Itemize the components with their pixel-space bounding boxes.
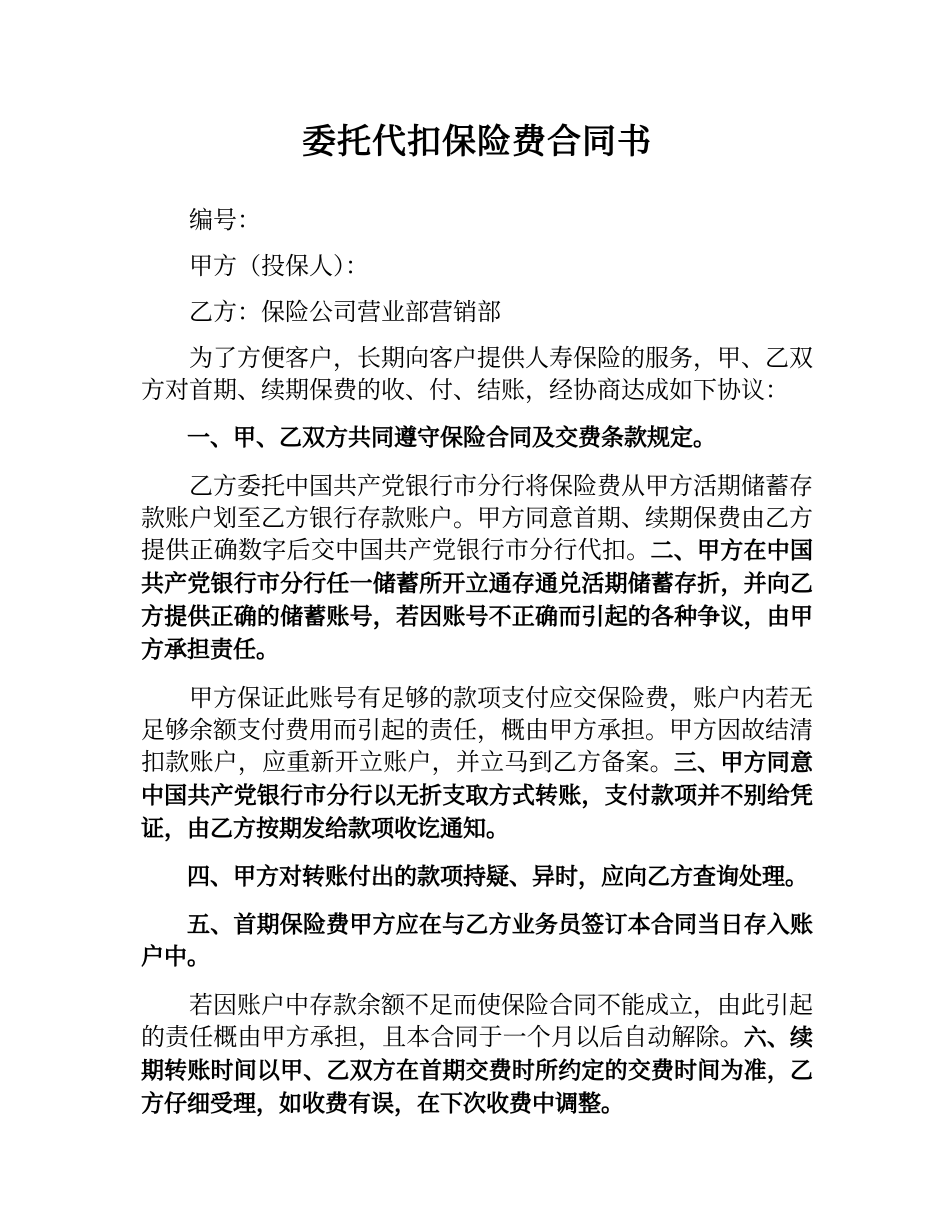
party-b-line: 乙方：保险公司营业部营销部: [189, 298, 501, 326]
paragraph-2-text: 乙方委托中国共产党银行市分行将保险费从甲方活期储蓄存款账户划至乙方银行存款账户。甲方同意首期、续期保费由乙方提供正确数字后交中国共产党银行市分行代扣。: [141, 472, 813, 564]
party-a-line: 甲方（投保人）：: [189, 252, 369, 280]
contract-page: [141, 0, 813, 1120]
paragraph-6: [141, 989, 813, 1120]
paragraph-6-text: 若因账户中存款余额不足而使保险合同不能成立，由此引起的责任概由甲方承担，且本合同于一个月以后自动解除。: [141, 991, 813, 1051]
clause-4: 四、甲方对转账付出的款项持疑、异时，应向乙方查询处理。: [187, 864, 808, 890]
clause-6: 六、续期转账时间以甲、乙双方在首期交费时所约定的交费时间为准，乙方仔细受理，如收费有误，在下次收费中调整。: [141, 1025, 814, 1117]
clause-1: 一、甲、乙双方共同遵守保险合同及交费条款规定。: [187, 425, 716, 451]
contract-number-line: 编号：: [189, 206, 261, 234]
paragraph-2: [141, 470, 813, 666]
document-title: 委托代扣保险费合同书: [302, 122, 652, 162]
paragraph-3-text: 甲方保证此账号有足够的款项支付应交保险费，账户内若无足够余额支付费用而引起的责任，概由甲方承担。甲方因故结清扣款账户，应重新开立账户，并立马到乙方备案。: [141, 684, 813, 776]
clause-3: 三、甲方同意中国共产党银行市分行以无折支取方式转账，支付款项并不别给凭证，由乙方按期发给款项收讫通知。: [141, 750, 814, 842]
preamble-paragraph: 为了方便客户，长期向客户提供人寿保险的服务，甲、乙双方对首期、续期保费的收、付、结账，经协商达成如下协议：: [141, 344, 813, 404]
clause-5: 五、首期保险费甲方应在与乙方业务员签订本合同当日存入账户中。: [141, 912, 813, 970]
paragraph-3: [141, 682, 813, 845]
clause-2: 二、甲方在中国共产党银行市分行任一储蓄所开立通存通兑活期储蓄存折，并向乙方提供正确的储蓄账号，若因账号不正确而引起的各种争议，由甲方承担责任。: [141, 538, 814, 663]
